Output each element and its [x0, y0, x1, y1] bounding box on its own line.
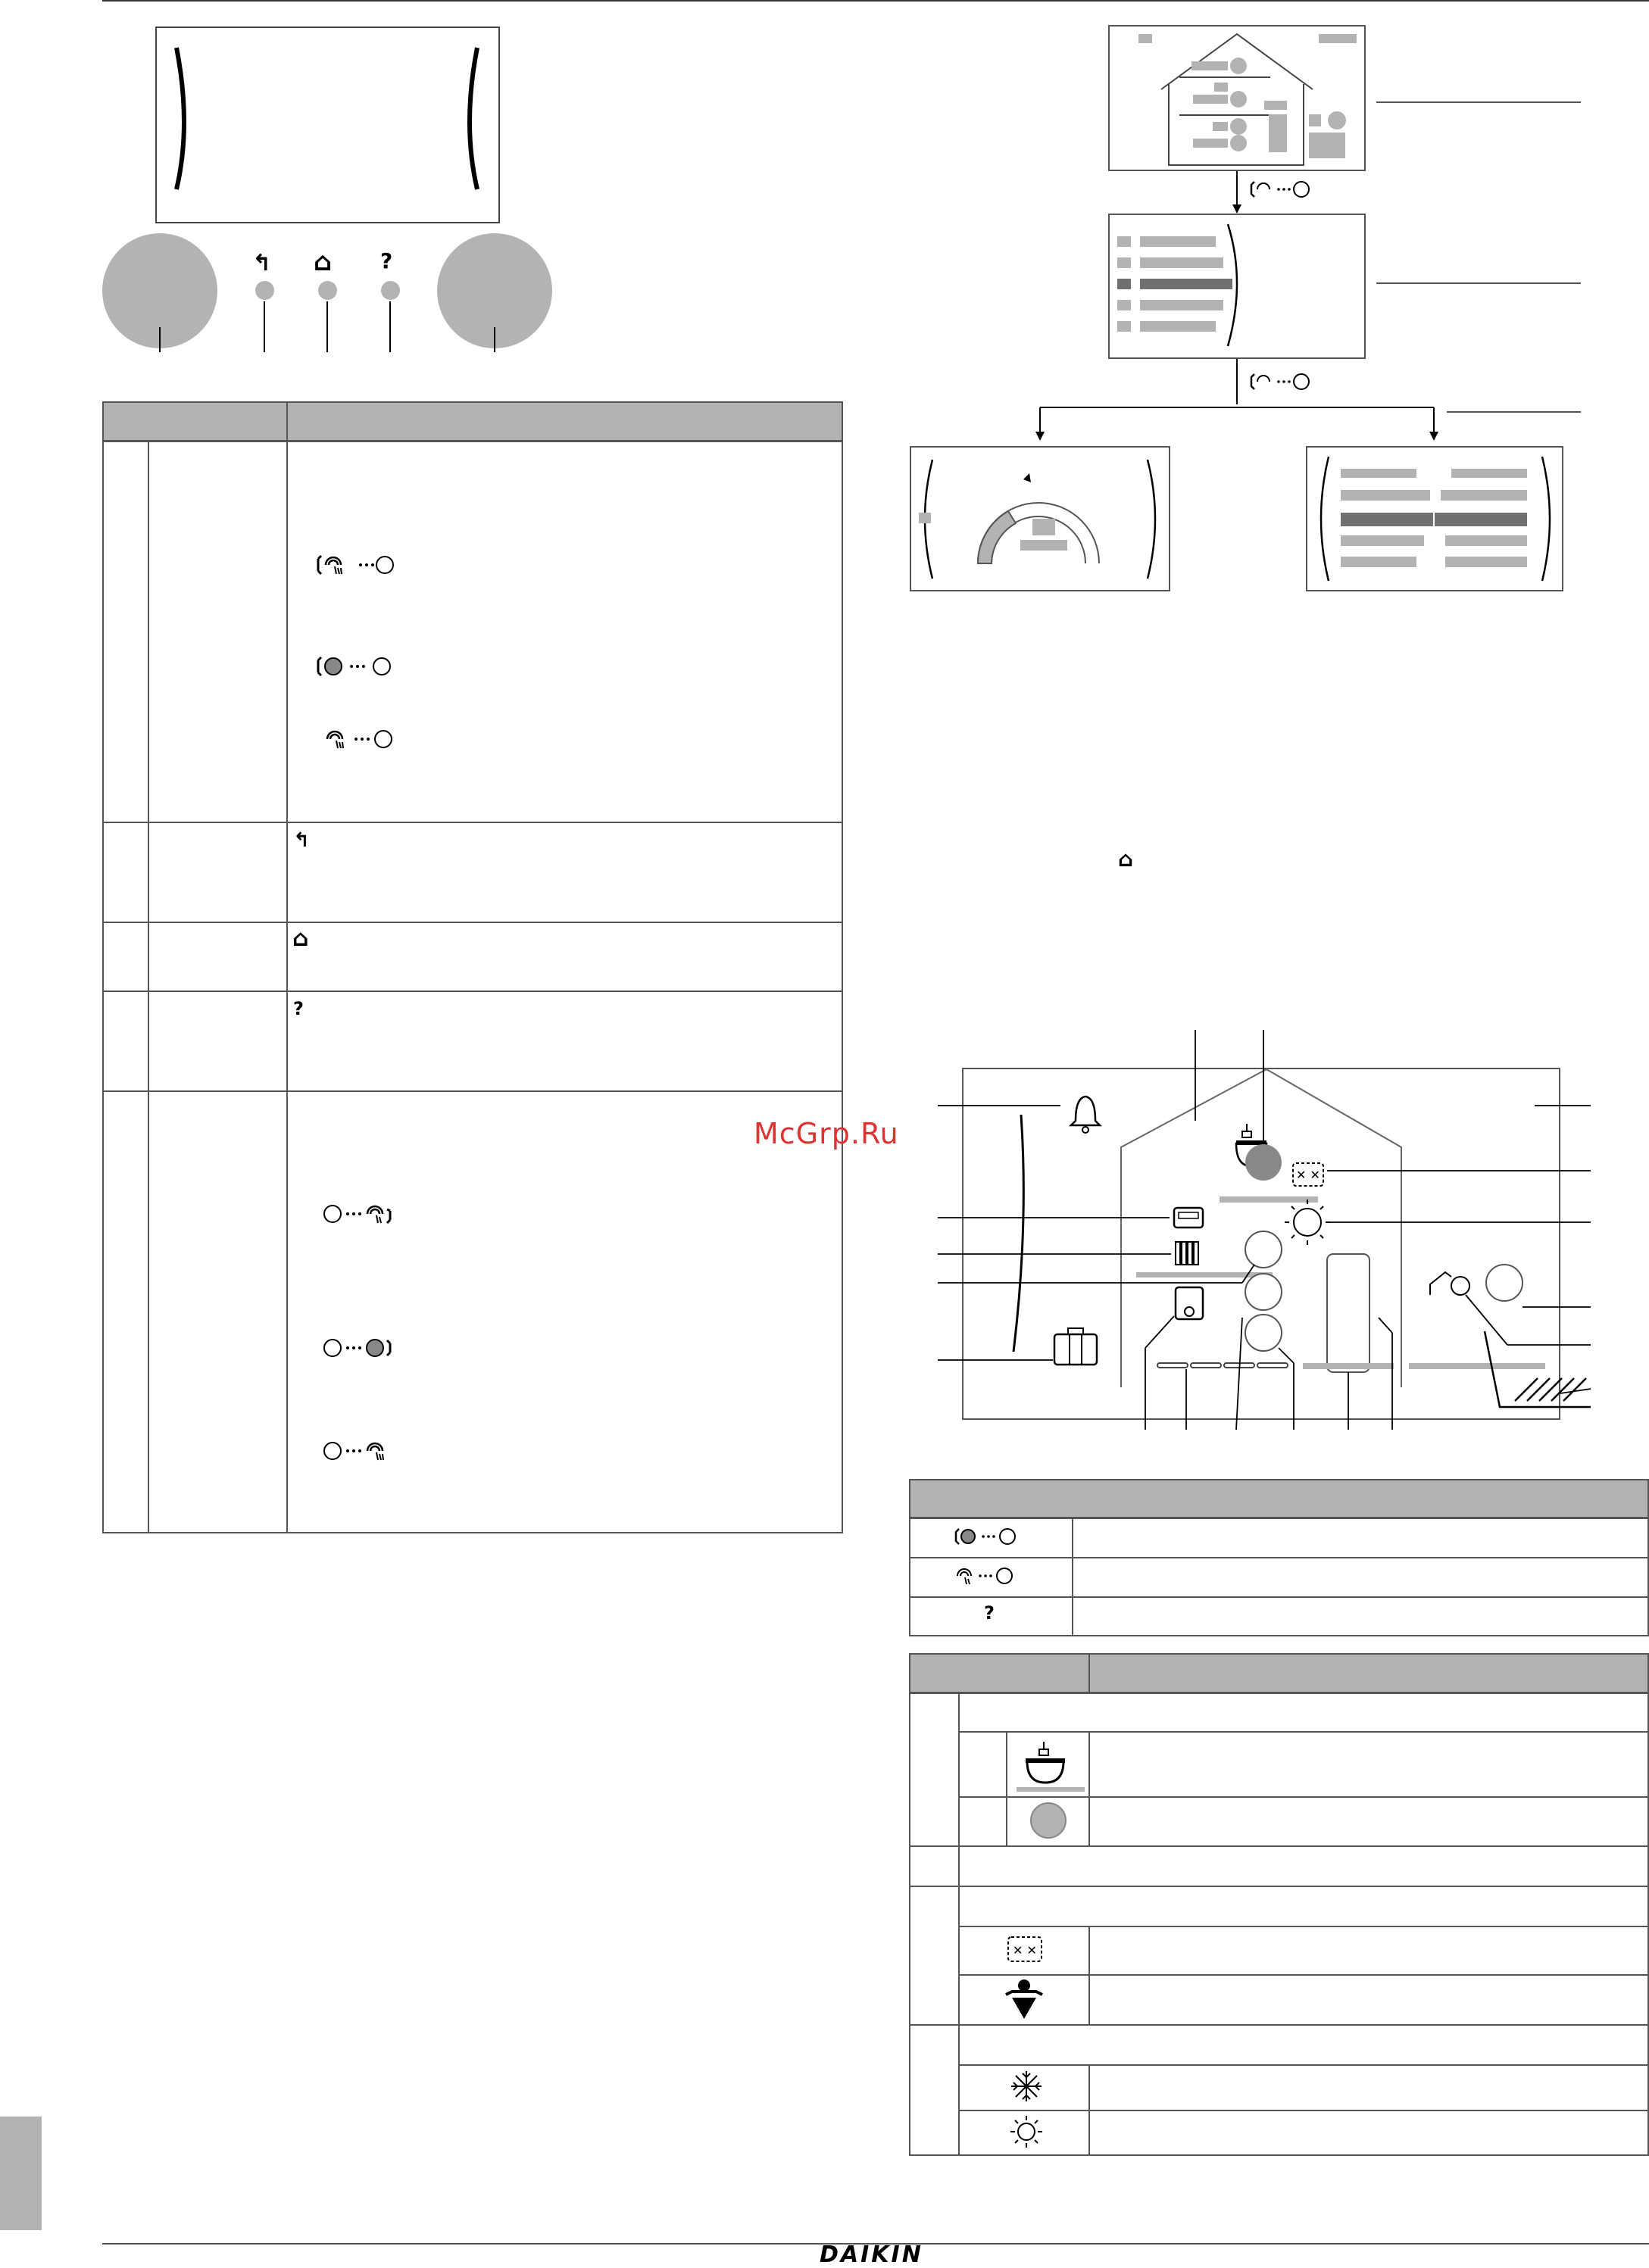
help-icon: ? — [293, 998, 304, 1019]
icon-sub-1b — [958, 1796, 1649, 1798]
legend-dial-press-icon — [954, 1565, 1030, 1587]
left-col-1 — [148, 441, 149, 1533]
menu-screen-callout — [1376, 282, 1581, 284]
legend-dial-turn-icon — [954, 1525, 1030, 1548]
icon-sub-3a — [958, 1926, 1649, 1927]
left-table-body — [102, 441, 843, 1533]
icon-table-header — [909, 1653, 1649, 1693]
back-symbol: ↰ — [252, 250, 272, 276]
snowflake-icon — [1009, 2069, 1044, 2104]
watermark: McGrp.Ru — [754, 1117, 899, 1150]
icon-sub-col-3 — [1088, 1926, 1090, 2024]
icon-sub-col-4 — [1088, 2064, 1090, 2156]
back-icon: ↰ — [293, 829, 310, 852]
legend-help-icon: ? — [984, 1602, 995, 1624]
left-table-header-divider — [286, 401, 288, 441]
setpoint-screen-drawing — [910, 446, 1170, 591]
left-row-sep-1 — [102, 822, 843, 823]
icon-row-sep-g3 — [909, 2024, 1649, 2026]
icon-sub-4b — [958, 2110, 1649, 2111]
left-row-sep-4 — [102, 1090, 843, 1092]
icon-sub-col-1b — [1088, 1731, 1090, 1845]
icon-sub-4a — [958, 2064, 1649, 2066]
dial-press-right-icon — [322, 1437, 405, 1465]
flow-branch-arrows — [1030, 401, 1606, 447]
svg-text:✕ ✕: ✕ ✕ — [1013, 1943, 1037, 1958]
icon-sub-3b — [958, 1974, 1649, 1976]
icon-table-header-divider — [1088, 1653, 1090, 1693]
controller-callout-lines — [0, 0, 606, 363]
dhw-tank-icon — [1013, 1734, 1086, 1795]
home-symbol: ⌂ — [314, 247, 333, 277]
flow-arrow-2 — [1227, 359, 1326, 404]
left-row-sep-2 — [102, 922, 843, 923]
side-tab — [0, 2117, 42, 2230]
left-table-header — [102, 401, 843, 441]
legend-row-sep-1 — [909, 1557, 1649, 1558]
menu-screen-drawing — [1108, 214, 1366, 359]
home-icon: ⌂ — [292, 925, 309, 952]
flow-arrow-1 — [1227, 171, 1326, 217]
svg-text:✕ ✕: ✕ ✕ — [1296, 1168, 1320, 1182]
icon-sub-col-3l — [958, 1886, 960, 2024]
home-screen-drawing — [1108, 25, 1366, 171]
legend-table-header — [909, 1479, 1649, 1518]
icon-row-sep-g2 — [909, 1886, 1649, 1887]
home-screen-callout — [1376, 101, 1581, 103]
malfunction-person-icon — [1001, 1978, 1047, 2020]
icon-row-sep-g1 — [909, 1845, 1649, 1847]
dial-turn-press-right-icon — [322, 1200, 405, 1228]
error-face-icon — [1004, 1933, 1046, 1966]
list-screen-drawing — [1306, 446, 1563, 591]
home-inline-icon: ⌂ — [1118, 847, 1134, 872]
dial-turn-right-icon — [322, 1334, 405, 1362]
gray-circle-icon — [1030, 1802, 1067, 1839]
icon-sub-col-1a — [1006, 1731, 1007, 1845]
help-symbol: ? — [380, 248, 393, 273]
legend-row-sep-2 — [909, 1596, 1649, 1598]
legend-col — [1072, 1518, 1073, 1636]
left-col-2 — [286, 441, 288, 1533]
daikin-logo: DAIKIN — [820, 2241, 923, 2268]
left-row-sep-3 — [102, 990, 843, 992]
dial-turn-icon — [317, 653, 400, 680]
icon-sub-1a — [958, 1731, 1649, 1733]
dial-press-icon — [324, 725, 400, 753]
home-screen-detail-drawing — [909, 1030, 1649, 1454]
dial-turn-press-icon — [317, 551, 400, 579]
sun-icon — [1009, 2114, 1044, 2149]
